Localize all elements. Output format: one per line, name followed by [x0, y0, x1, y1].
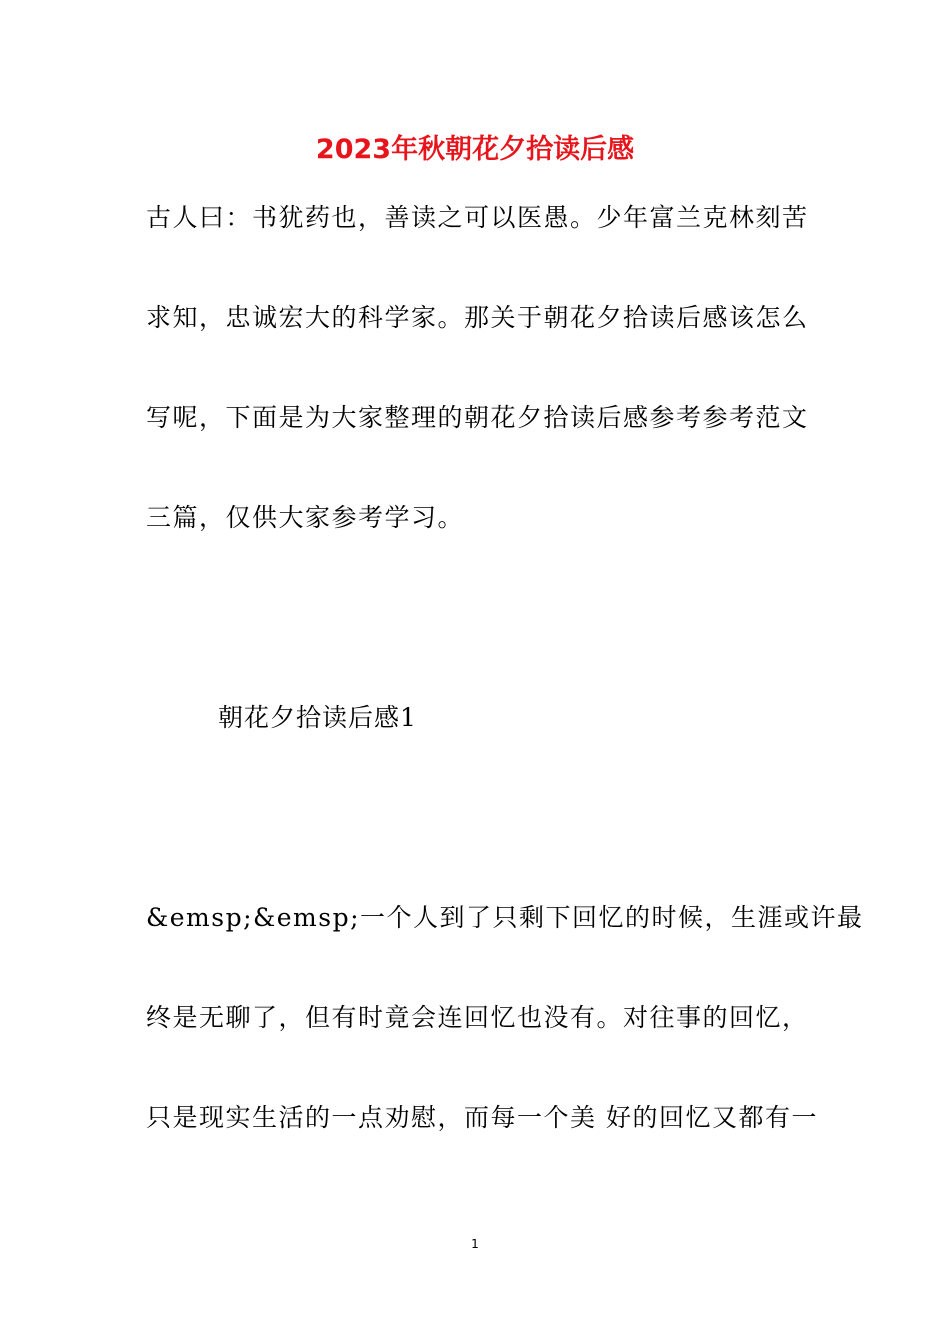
intro-line-3: 写呢，下面是为大家整理的朝花夕拾读后感参考参考范文: [146, 403, 809, 432]
section-heading: 朝花夕拾读后感1: [218, 703, 417, 732]
body-line-3: 只是现实生活的一点劝慰，而每一个美 好的回忆又都有一: [146, 1103, 818, 1132]
body-line-2: 终是无聊了，但有时竟会连回忆也没有。对往事的回忆，: [146, 1003, 809, 1032]
intro-line-1: 古人曰：书犹药也，善读之可以医愚。少年富兰克林刻苦: [146, 203, 809, 232]
intro-line-2: 求知，忠诚宏大的科学家。那关于朝花夕拾读后感该怎么: [146, 303, 809, 332]
body-line-1: &emsp;&emsp;一个人到了只剩下回忆的时候，生涯或许最: [146, 903, 864, 932]
document-title: 2023年秋朝花夕拾读后感: [315, 134, 635, 165]
intro-line-4: 三篇，仅供大家参考学习。: [146, 503, 465, 532]
page-number: 1: [471, 1237, 479, 1251]
